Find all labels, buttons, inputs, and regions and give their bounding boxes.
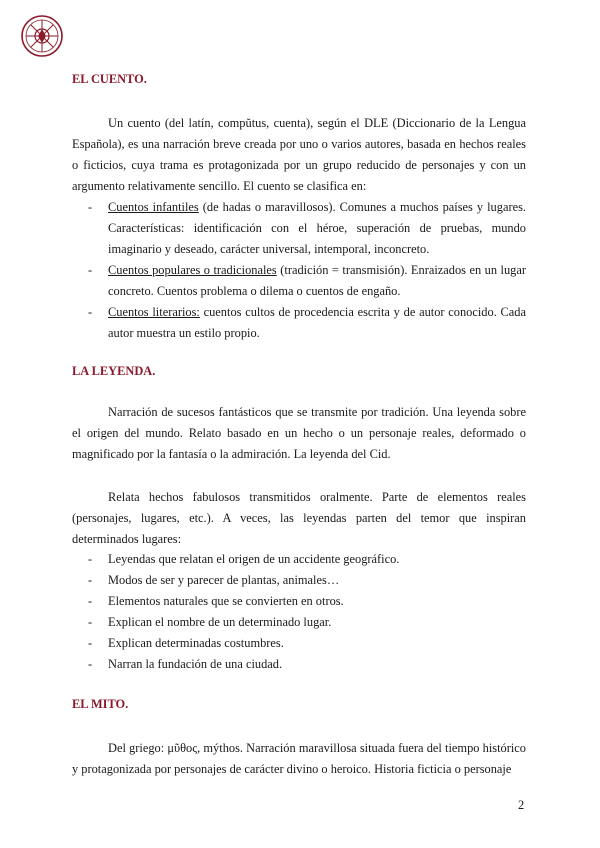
section-heading-leyenda: LA LEYENDA.	[72, 364, 156, 378]
cuento-type-term: Cuentos infantiles	[108, 200, 199, 214]
cuento-types-list	[72, 197, 526, 344]
cuento-intro-paragraph: Un cuento (del latín, compŭtus, cuenta), según el DLE (Diccionario de la Lengua Española), es una narración breve creada por uno o varios autores, basada en hechos reales o ficticios, cuya trama es protagonizada por un grupo reducido de personajes y con un argumento relativamente sencillo. El cuento se clasifica en:	[72, 116, 526, 193]
leyenda-paragraph-1: Narración de sucesos fantásticos que se transmite por tradición. Una leyenda sobre el origen del mundo. Relato basado en un hecho o un personaje reales, deformado o magnificado por la fantasía o la admiración. La leyenda del Cid.	[72, 405, 526, 461]
list-item: - Explican determinadas costumbres.	[88, 636, 284, 650]
list-item: - Explican el nombre de un determinado lugar.	[88, 615, 332, 629]
leyenda-types-list	[72, 549, 526, 675]
list-item: - Cuentos populares o tradicionales (tradición = transmisión). Enraizados en un lugar concreto. Cuentos problema o dilema o cuentos de engaño.	[88, 263, 526, 298]
list-item: - Cuentos infantiles (de hadas o maravillosos). Comunes a muchos países y lugares. Características: identificación con el héroe, superación de pruebas, mundo imaginario y deseado, carácter universal, intemporal, inconcreto.	[88, 200, 526, 256]
list-item: - Leyendas que relatan el origen de un accidente geográfico.	[88, 552, 400, 566]
page-number: 2	[518, 798, 525, 812]
cuento-type-text: (tradición = transmisión). Enraizados en un lugar concreto. Cuentos problema o dilema o cuentos de engaño.	[108, 263, 526, 298]
leyenda-paragraph-2: Relata hechos fabulosos transmitidos oralmente. Parte de elementos reales (personajes, lugares, etc.). A veces, las leyendas parten del temor que inspiran determinados lugares:	[72, 490, 526, 546]
list-item: - Modos de ser y parecer de plantas, animales…	[88, 573, 340, 587]
mito-paragraph-1: Del griego: μῦθος, mýthos. Narración maravillosa situada fuera del tiempo histórico y protagonizada por personajes de carácter divino o heroico. Historia ficticia o personaje	[72, 741, 526, 776]
cuento-type-term: Cuentos populares o tradicionales	[108, 263, 277, 277]
section-heading-cuento: EL CUENTO.	[72, 72, 147, 86]
section-heading-mito: EL MITO.	[72, 697, 129, 711]
list-item: - Cuentos literarios: cuentos cultos de procedencia escrita y de autor conocido. Cada autor muestra un estilo propio.	[88, 305, 527, 340]
cuento-type-text: (de hadas o maravillosos). Comunes a muchos países y lugares. Características: identificación con el héroe, superación de pruebas, mundo imaginario y deseado, carácter universal, intemporal, inconcreto.	[108, 200, 526, 256]
list-item: - Elementos naturales que se convierten en otros.	[88, 594, 344, 608]
list-item: - Narran la fundación de una ciudad.	[88, 657, 283, 671]
university-seal-icon	[20, 14, 64, 58]
cuento-type-term: Cuentos literarios:	[108, 305, 200, 319]
cuento-type-text: cuentos cultos de procedencia escrita y de autor conocido. Cada autor muestra un estilo propio.	[108, 305, 527, 340]
